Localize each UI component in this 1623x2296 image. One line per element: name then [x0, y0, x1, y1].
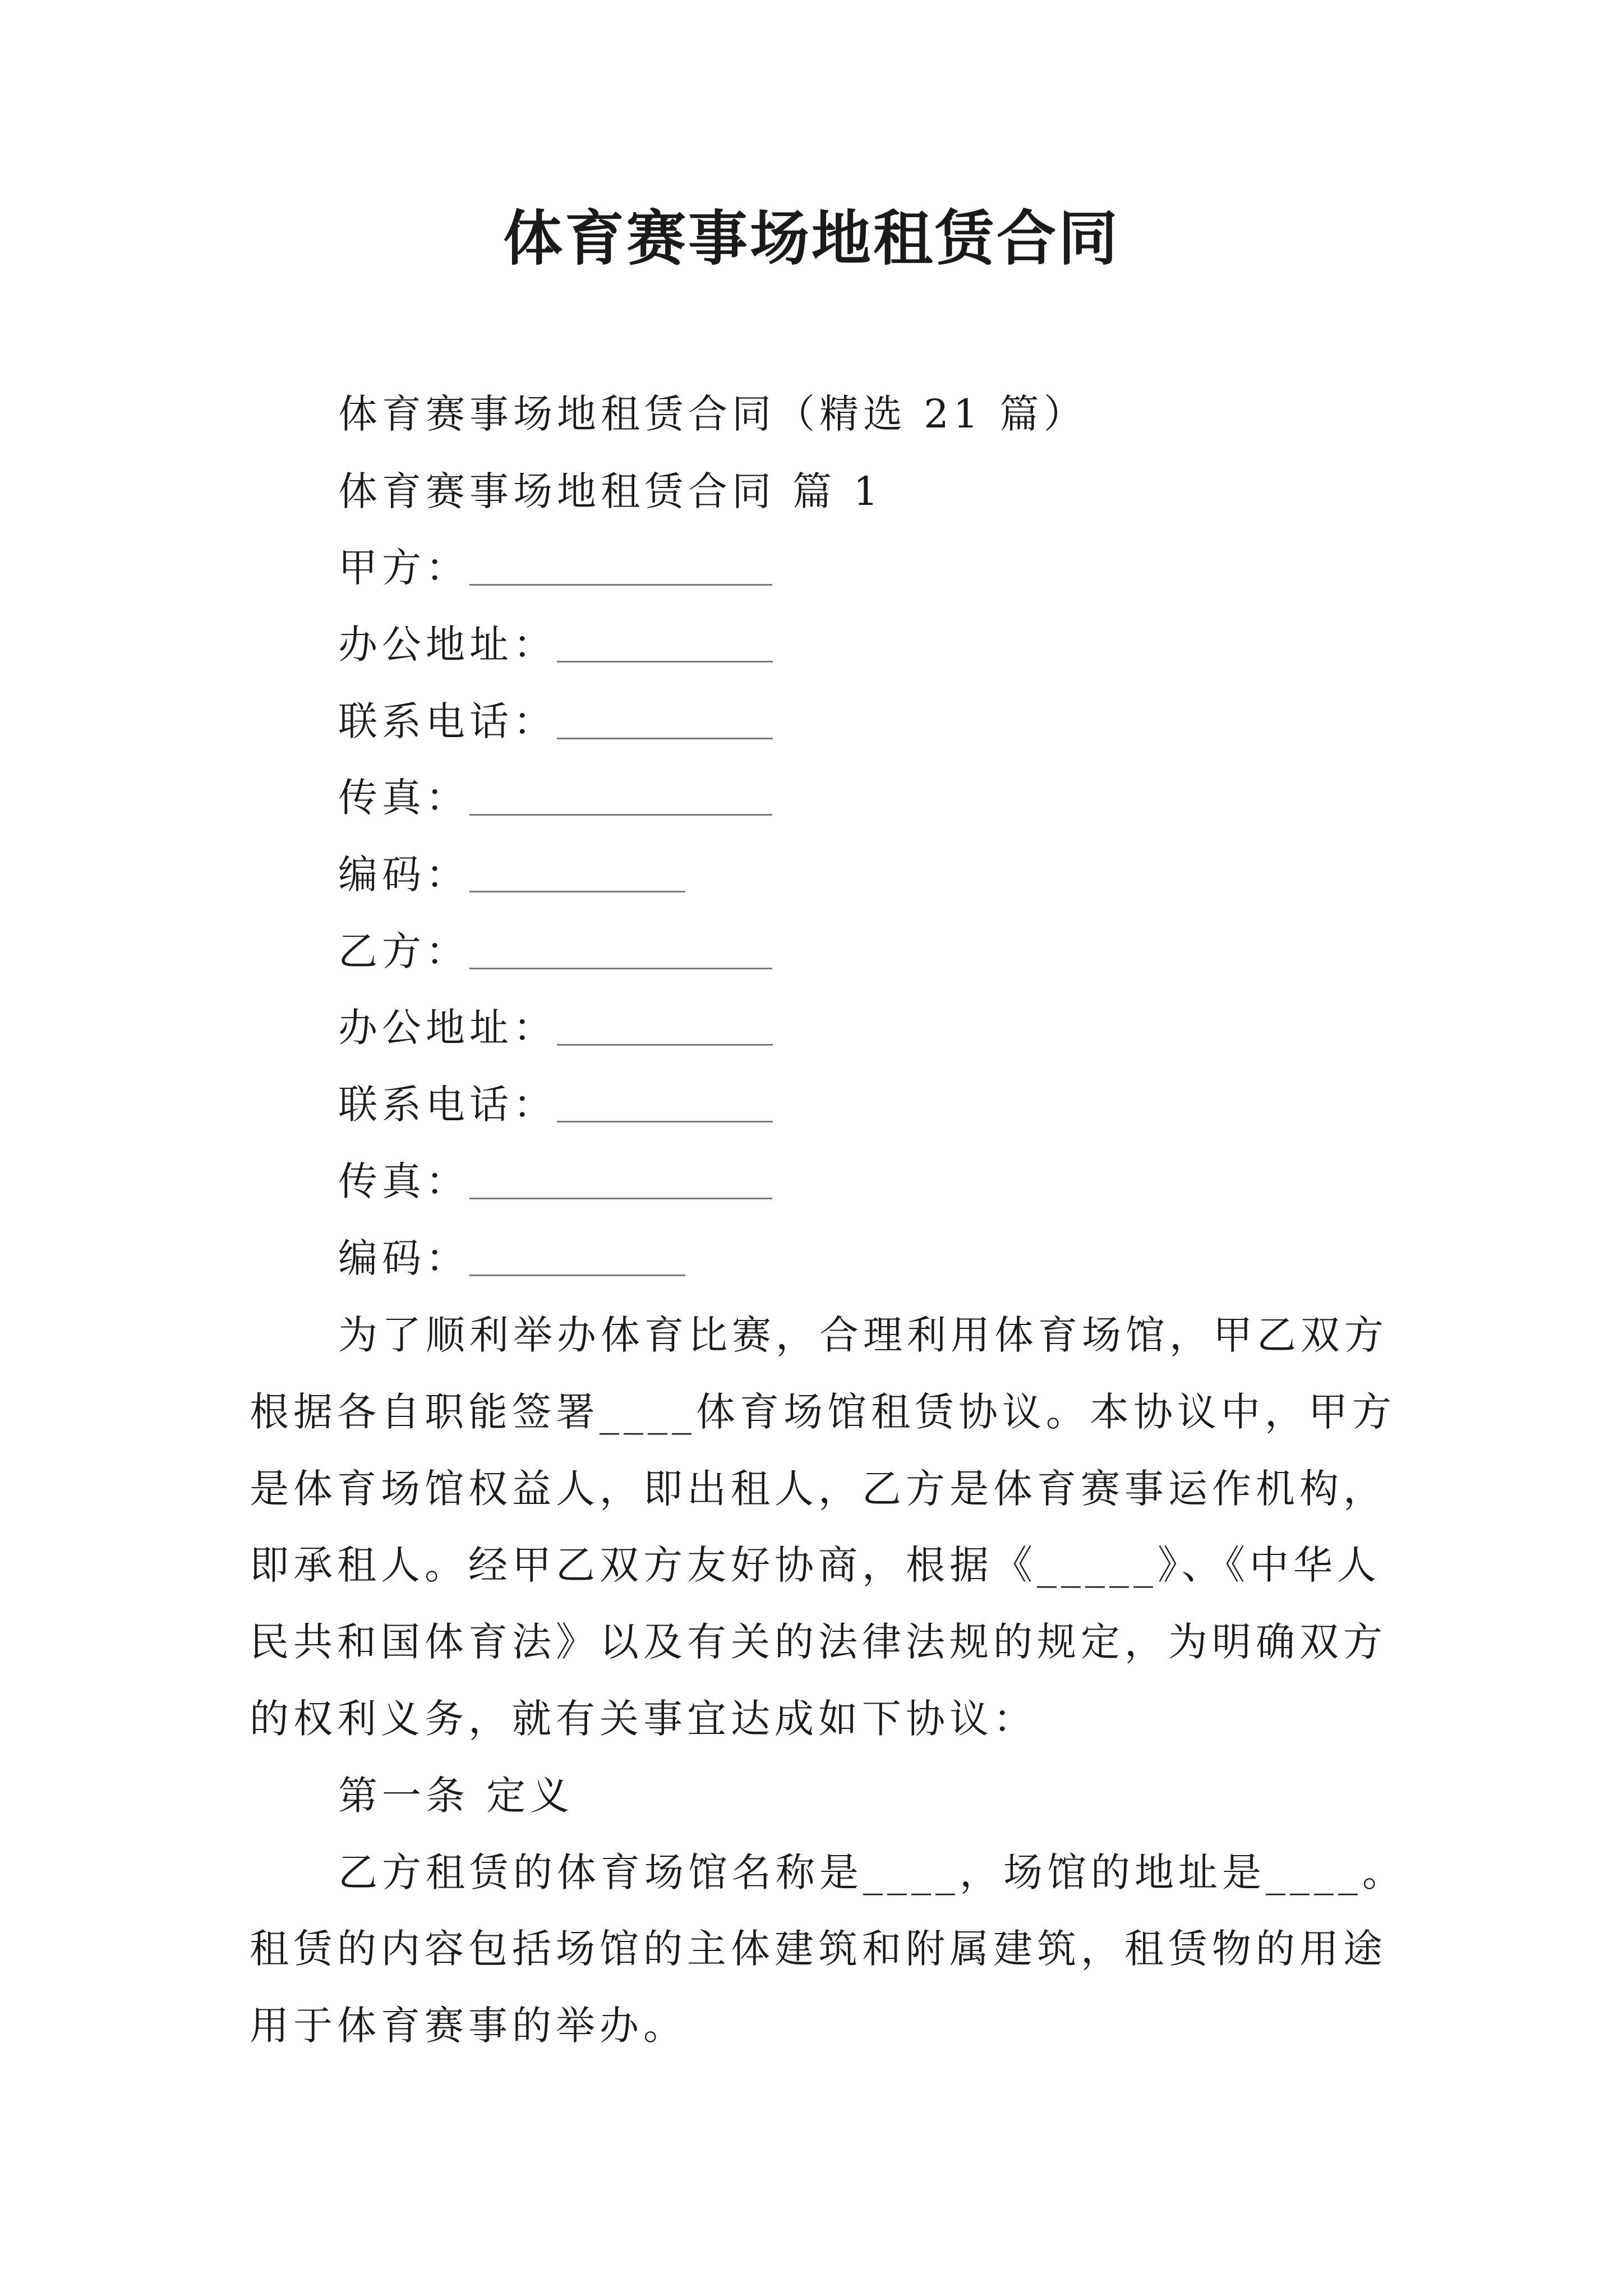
- party-b-fax-row: [338, 1153, 772, 1209]
- party-a-fax-blank: [469, 775, 772, 816]
- article-1-heading: 第一条 定义: [338, 1773, 574, 1819]
- party-b-code-row: [338, 1230, 685, 1286]
- intro-line: 民共和国体育法》以及有关的法律法规的规定，为明确双方: [250, 1619, 1387, 1665]
- party-a-address-blank: [557, 622, 773, 662]
- party-b-name-row: [338, 923, 772, 979]
- party-a-name-label: 甲方：: [338, 545, 469, 591]
- article-1-line: 用于体育赛事的举办。: [250, 2003, 687, 2049]
- party-b-code-label: 编码：: [338, 1235, 469, 1281]
- intro-line: 的权利义务，就有关事宜达成如下协议：: [250, 1696, 1037, 1742]
- party-b-fax-blank: [469, 1158, 772, 1199]
- party-b-address-label: 办公地址：: [338, 1005, 557, 1051]
- section-heading: 体育赛事场地租赁合同 篇 1: [338, 468, 883, 514]
- party-a-fax-row: [338, 770, 772, 826]
- party-a-name-blank: [469, 545, 772, 586]
- document-title: 体育赛事场地租赁合同: [503, 203, 1120, 273]
- party-a-code-label: 编码：: [338, 852, 469, 898]
- party-a-name-row: [338, 540, 772, 596]
- party-b-address-blank: [557, 1005, 773, 1046]
- party-a-phone-label: 联系电话：: [338, 698, 557, 744]
- party-a-address-label: 办公地址：: [338, 622, 557, 668]
- party-a-phone-blank: [557, 698, 773, 739]
- party-a-code-row: [338, 846, 685, 903]
- party-b-fax-label: 传真：: [338, 1158, 469, 1204]
- intro-line: 为了顺利举办体育比赛，合理利用体育场馆，甲乙双方: [338, 1312, 1388, 1358]
- article-1-line: 乙方租赁的体育场馆名称是____，场馆的地址是____。: [338, 1849, 1406, 1895]
- party-b-name-blank: [469, 928, 772, 969]
- party-b-name-label: 乙方：: [338, 928, 469, 974]
- party-a-phone-row: [338, 693, 773, 749]
- party-b-phone-blank: [557, 1082, 773, 1122]
- party-b-phone-row: [338, 1076, 773, 1133]
- document-subtitle: 体育赛事场地租赁合同（精选 21 篇）: [338, 391, 1087, 437]
- party-b-address-row: [338, 1000, 773, 1056]
- party-a-address-row: [338, 616, 773, 673]
- party-a-code-blank: [469, 852, 685, 892]
- intro-line: 根据各自职能签署____体育场馆租赁协议。本协议中，甲方: [250, 1389, 1396, 1435]
- intro-line: 即承租人。经甲乙双方友好协商，根据《_____》、《中华人: [250, 1542, 1381, 1588]
- party-a-fax-label: 传真：: [338, 775, 469, 821]
- article-1-line: 租赁的内容包括场馆的主体建筑和附属建筑，租赁物的用途: [250, 1926, 1387, 1972]
- party-b-code-blank: [469, 1235, 685, 1276]
- intro-line: 是体育场馆权益人，即出租人，乙方是体育赛事运作机构，: [250, 1466, 1387, 1512]
- party-b-phone-label: 联系电话：: [338, 1082, 557, 1128]
